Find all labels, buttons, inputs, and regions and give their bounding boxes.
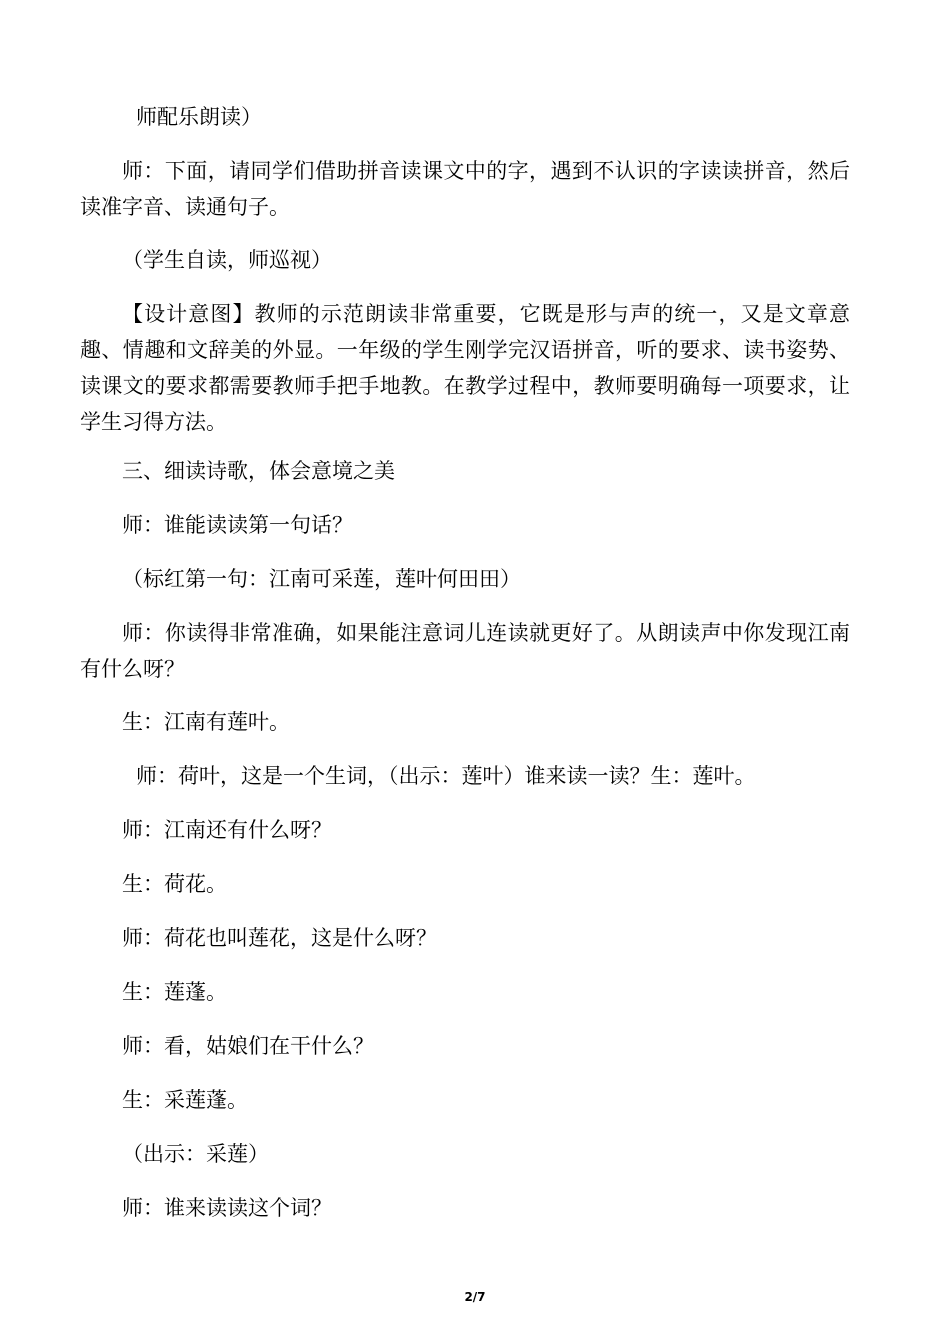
- paragraph-9: 生：江南有莲叶。: [122, 710, 290, 734]
- paragraph-14: 生：莲蓬。: [122, 980, 227, 1004]
- page-number: 2/7: [464, 1290, 486, 1304]
- paragraph-6: 师：谁能读读第一句话？: [122, 513, 353, 537]
- paragraph-13: 师：荷花也叫莲花，这是什么呀？: [122, 926, 437, 950]
- paragraph-12: 生：荷花。: [122, 872, 227, 896]
- paragraph-16: 生：采莲蓬。: [122, 1088, 248, 1112]
- paragraph-1: 师配乐朗读）: [136, 105, 262, 129]
- paragraph-18: 师：谁来读读这个词？: [122, 1196, 332, 1220]
- paragraph-7: （标红第一句：江南可采莲，莲叶何田田）: [122, 567, 521, 591]
- section-heading: 三、细读诗歌，体会意境之美: [122, 459, 395, 483]
- paragraph-15: 师：看，姑娘们在干什么？: [122, 1034, 374, 1058]
- paragraph-17: （出示：采莲）: [122, 1142, 269, 1166]
- paragraph-2: 师：下面，请同学们借助拼音读课文中的字，遇到不认识的字读读拼音，然后读准字音、读通句子。: [80, 159, 850, 219]
- paragraph-8: 师：你读得非常准确，如果能注意词儿连读就更好了。从朗读声中你发现江南有什么呀？: [80, 621, 850, 681]
- paragraph-design-intent: 【设计意图】教师的示范朗读非常重要，它既是形与声的统一，又是文章意趣、情趣和文辞美的外显。一年级的学生刚学完汉语拼音，听的要求、读书姿势、读课文的要求都需要教师手把手地教。在教学过程中，教师要明确每一项要求，让学生习得方法。: [80, 302, 850, 434]
- paragraph-10: 师：荷叶，这是一个生词，（出示：莲叶）谁来读一读？生：莲叶。: [136, 764, 756, 788]
- paragraph-3: （学生自读，师巡视）: [122, 248, 332, 272]
- paragraph-11: 师：江南还有什么呀？: [122, 818, 332, 842]
